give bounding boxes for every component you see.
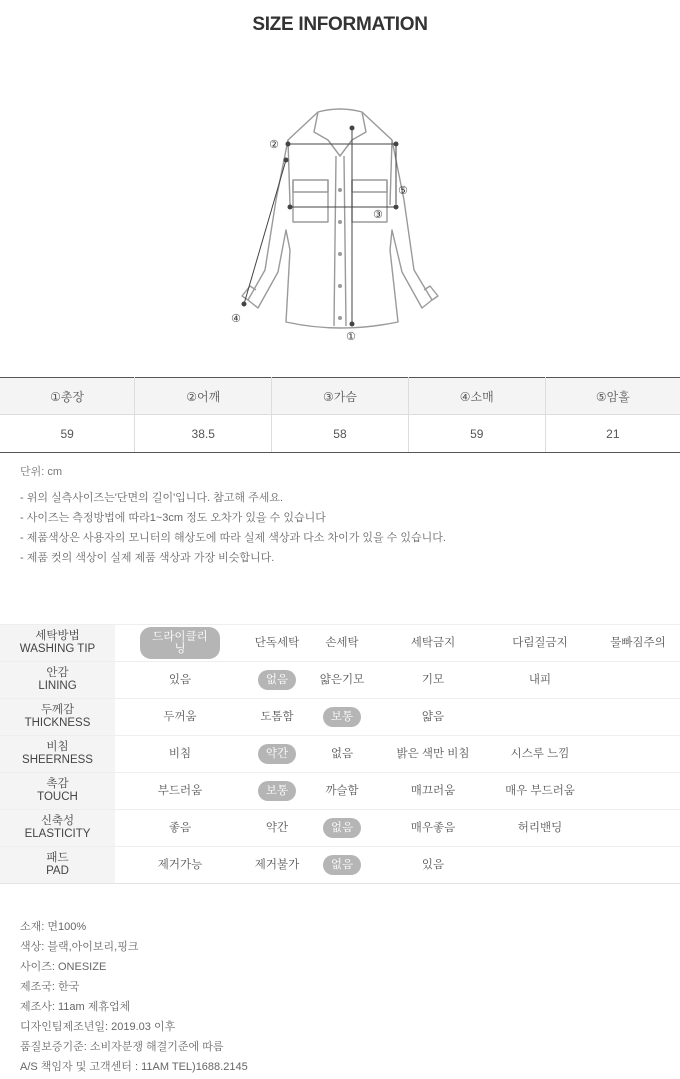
spec-item: 색상: 블랙,아이보리,핑크	[20, 941, 139, 953]
care-option	[312, 625, 372, 661]
care-option	[500, 625, 580, 661]
care-option	[242, 625, 312, 661]
care-option	[242, 847, 312, 883]
care-option-text: 내피	[528, 674, 552, 686]
care-table	[0, 624, 680, 884]
care-option-text: 부드러움	[157, 785, 203, 797]
size-value-length: 59	[0, 415, 135, 453]
care-option-text: 물빠짐주의	[610, 637, 666, 649]
spec-item: 디자인팀제조년일: 2019.03 이후	[20, 1021, 176, 1033]
care-option	[393, 810, 473, 846]
care-option-text: 시스루 느낌	[510, 748, 570, 760]
size-header-shoulder: ②어깨	[135, 378, 272, 415]
care-option-text: 얇은기모	[319, 674, 365, 686]
marker-5: ⑤	[398, 184, 408, 197]
spec-list	[20, 918, 248, 1078]
spec-item: 소재: 면100%	[20, 921, 87, 933]
care-option	[500, 810, 580, 846]
size-value-chest: 58	[272, 415, 409, 453]
care-option-selected	[242, 773, 312, 809]
care-row	[0, 661, 680, 698]
care-option	[393, 662, 473, 698]
size-header-chest: ③가슴	[272, 378, 409, 415]
care-row	[0, 809, 680, 846]
care-option-text: 있음	[421, 859, 445, 871]
care-row-label	[0, 699, 115, 735]
page-title: SIZE INFORMATION	[252, 14, 428, 35]
care-option	[500, 773, 580, 809]
care-option-text: 도톰함	[260, 711, 294, 723]
care-label-en: ELASTICITY	[24, 828, 91, 840]
care-option	[603, 625, 673, 661]
sleeve-line	[244, 160, 286, 304]
care-label-ko: 세탁방법	[35, 630, 80, 642]
note-item: - 제품 컷의 색상이 실제 제품 색상과 가장 비슷합니다.	[20, 552, 275, 564]
spec-item: 품질보증기준: 소비자분쟁 해결기준에 따름	[20, 1041, 224, 1053]
care-option	[312, 773, 372, 809]
care-option-text: 허리밴딩	[517, 822, 563, 834]
care-row	[0, 624, 680, 661]
size-header-length: ①총장	[0, 378, 135, 415]
care-option-selected	[312, 847, 372, 883]
care-option	[312, 736, 372, 772]
care-option	[140, 699, 220, 735]
care-option	[393, 847, 473, 883]
care-option-text: 없음	[323, 855, 361, 875]
care-option	[140, 662, 220, 698]
care-row	[0, 698, 680, 735]
note-item: - 위의 실측사이즈는'단면의 길이'입니다. 참고해 주세요.	[20, 492, 284, 504]
spec-item: 제조사: 11am 제휴업체	[20, 1001, 131, 1013]
care-option-text: 제거불가	[254, 859, 300, 871]
spec-item: 사이즈: ONESIZE	[20, 961, 107, 973]
care-label-ko: 패드	[46, 852, 69, 864]
size-value-armhole: 21	[545, 415, 680, 453]
care-option	[140, 773, 220, 809]
size-table-value-row	[0, 415, 680, 453]
care-label-en: LINING	[38, 680, 77, 692]
care-option	[242, 699, 312, 735]
care-label-en: TOUCH	[37, 791, 78, 803]
care-option-selected	[140, 625, 220, 661]
care-label-en: WASHING TIP	[19, 643, 96, 655]
care-option-text: 약간	[258, 744, 296, 764]
care-option	[140, 736, 220, 772]
care-option	[393, 699, 473, 735]
care-option-text: 매우좋음	[410, 822, 456, 834]
care-label-ko: 두께감	[40, 704, 75, 716]
note-item: - 사이즈는 측정방법에 따라1~3cm 정도 오차가 있을 수 있습니다	[20, 512, 326, 524]
care-label-en: THICKNESS	[24, 717, 91, 729]
marker-2: ②	[269, 138, 279, 151]
care-row-label	[0, 773, 115, 809]
size-value-shoulder: 38.5	[135, 415, 272, 453]
size-value-sleeve: 59	[408, 415, 545, 453]
care-option-text: 손세탁	[325, 637, 359, 649]
care-option-selected	[242, 736, 312, 772]
care-option	[312, 662, 372, 698]
care-option-text: 드라이클리닝	[140, 627, 220, 659]
size-table-header-row	[0, 378, 680, 415]
care-label-en: SHEERNESS	[22, 754, 93, 766]
care-row-label	[0, 847, 115, 883]
marker-1: ①	[346, 330, 356, 343]
notes-list	[20, 490, 446, 570]
care-row-label	[0, 810, 115, 846]
left-pocket	[293, 180, 328, 222]
size-header-sleeve: ④소매	[408, 378, 545, 415]
care-row-label	[0, 625, 115, 661]
size-table	[0, 377, 680, 453]
care-option	[140, 810, 220, 846]
care-row	[0, 846, 680, 883]
care-option	[393, 736, 473, 772]
spec-item: 제조국: 한국	[20, 981, 80, 993]
care-option-text: 단독세탁	[254, 637, 300, 649]
care-row-label	[0, 662, 115, 698]
care-option-text: 세탁금지	[410, 637, 456, 649]
care-option	[242, 810, 312, 846]
spec-item: A/S 책임자 및 고객센터 : 11AM TEL)1688.2145	[20, 1061, 248, 1073]
note-item: - 제품색상은 사용자의 모니터의 해상도에 따라 실제 색상과 다소 차이가 있을 수 있습니다.	[20, 532, 446, 544]
care-row	[0, 735, 680, 772]
care-option-selected	[242, 662, 312, 698]
care-label-ko: 비침	[46, 741, 69, 753]
care-option-text: 매끄러움	[410, 785, 456, 797]
care-option	[500, 662, 580, 698]
shirt-collar	[314, 109, 366, 156]
care-option-selected	[312, 699, 372, 735]
care-option-text: 보통	[323, 707, 361, 727]
marker-4: ④	[231, 312, 241, 325]
marker-3: ③	[373, 208, 383, 221]
care-option-text: 없음	[330, 748, 354, 760]
care-option	[500, 736, 580, 772]
care-option-text: 제거가능	[157, 859, 203, 871]
care-option-text: 있음	[168, 674, 192, 686]
care-option-text: 얇음	[421, 711, 445, 723]
care-label-en: PAD	[46, 865, 69, 877]
care-option-text: 밝은 색만 비침	[396, 748, 470, 760]
care-option-selected	[312, 810, 372, 846]
unit-label: 단위: cm	[20, 466, 63, 478]
care-option	[140, 847, 220, 883]
care-option-text: 기모	[421, 674, 445, 686]
care-option-text: 좋음	[168, 822, 192, 834]
size-header-armhole: ⑤암홀	[545, 378, 680, 415]
care-label-ko: 촉감	[46, 778, 69, 790]
care-option-text: 없음	[323, 818, 361, 838]
care-option	[393, 625, 473, 661]
care-option-text: 다림질금지	[512, 637, 568, 649]
care-row-label	[0, 736, 115, 772]
care-option-text: 보통	[258, 781, 296, 801]
care-option-text: 없음	[258, 670, 296, 690]
care-label-ko: 신축성	[40, 815, 75, 827]
care-option-text: 까슬함	[325, 785, 359, 797]
care-option-text: 비침	[168, 748, 192, 760]
care-row	[0, 772, 680, 809]
care-option-text: 약간	[265, 822, 289, 834]
care-label-ko: 안감	[46, 667, 69, 679]
care-option	[393, 773, 473, 809]
care-option-text: 매우 부드러움	[505, 785, 575, 797]
care-option-text: 두꺼움	[163, 711, 197, 723]
shirt-diagram	[220, 100, 460, 350]
